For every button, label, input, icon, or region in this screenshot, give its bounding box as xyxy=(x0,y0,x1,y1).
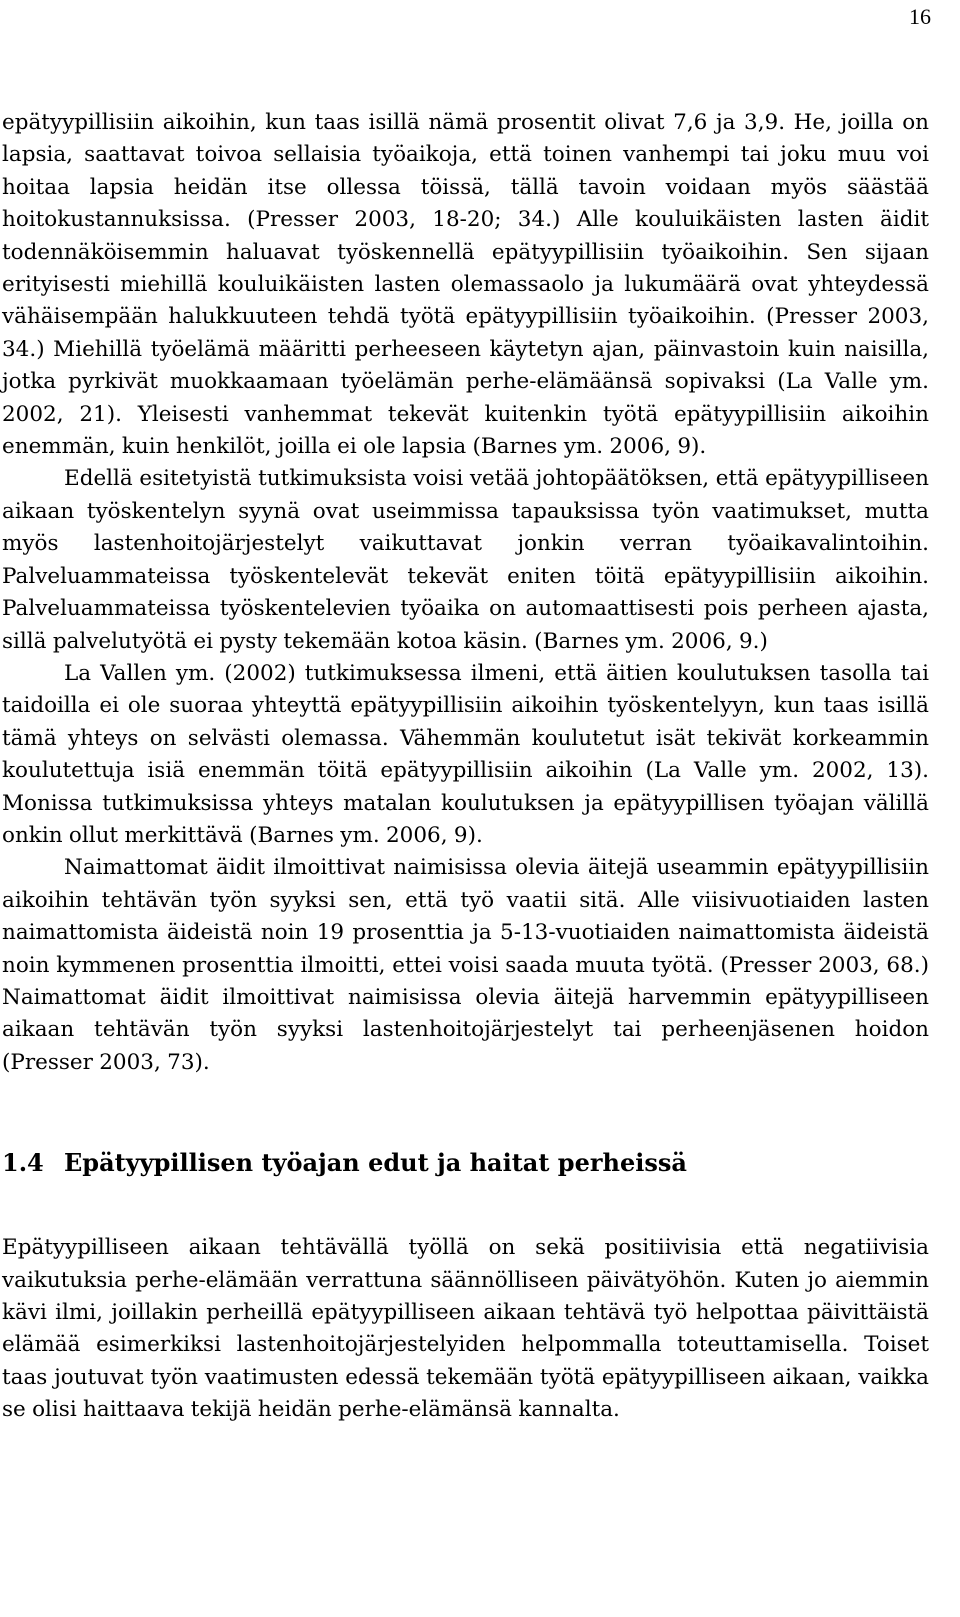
paragraph-4: Naimattomat äidit ilmoittivat naimisissa olevia äitejä useammin epätyypillisiin aikoihin tehtävän työn syyksi sen, että työ vaatii sitä. Alle viisivuotiaiden lasten naimattomista äideistä noin 19 prosenttia ja 5-13-vuotiaiden naimattomista äideistä noin kymmenen prosenttia ilmoitti, ettei voisi saada muuta työtä. (Presser 2003, 68.) Naimattomat äidit ilmoittivat naimisissa olevia äitejä harvemmin epätyypilliseen aikaan tehtävän työn syyksi lastenhoitojärjestelyt tai perheenjäsenen hoidon (Presser 2003, 73). xyxy=(2,855,929,1075)
section-number: 1.4 xyxy=(2,1148,44,1178)
section-heading xyxy=(2,1147,929,1179)
section-title: Epätyypillisen työajan edut ja haitat perheissä xyxy=(64,1148,687,1178)
page-number: 16 xyxy=(909,4,931,29)
paragraph-1: epätyypillisiin aikoihin, kun taas isillä nämä prosentit olivat 7,6 ja 3,9. He, joilla on lapsia, saattavat toivoa sellaisia työaikoja, että toinen vanhempi tai joku muu voi hoitaa lapsia heidän itse ollessa töissä, tällä tavoin voidaan myös säästää hoitokustannuksissa. (Presser 2003, 18-20; 34.) Alle kouluikäisten lasten äidit todennäköisemmin haluavat työskennellä epätyypillisiin työaikoihin. Sen sijaan erityisesti miehillä kouluikäisten lasten olemassaolo ja lukumäärä ovat yhteydessä vähäisempään halukkuuteen tehdä työtä epätyypillisiin työaikoihin. (Presser 2003, 34.) Miehillä työelämä määritti perheeseen käytetyn ajan, päinvastoin kuin naisilla, jotka pyrkivät muokkaamaan työelämän perhe-elämäänsä sopivaksi (La Valle ym. 2002, 21). Yleisesti vanhemmat tekevät kuitenkin työtä epätyypillisiin aikoihin enemmän, kuin henkilöt, joilla ei ole lapsia (Barnes ym. 2006, 9). xyxy=(2,110,929,460)
paragraph-5: Epätyypilliseen aikaan tehtävällä työllä on sekä positiivisia että negatiivisia vaikutuksia perhe-elämään verrattuna säännölliseen päivätyöhön. Kuten jo aiemmin kävi ilmi, joillakin perheillä epätyypilliseen aikaan tehtävä työ helpottaa päivittäistä elämää esimerkiksi lastenhoitojärjestelyiden helpommalla toteuttamisella. Toiset taas joutuvat työn vaatimusten edessä tekemään työtä epätyypilliseen aikaan, vaikka se olisi haittaava tekijä heidän perhe-elämänsä kannalta. xyxy=(2,1235,929,1423)
document-body xyxy=(2,107,929,1427)
paragraph-2: Edellä esitetyistä tutkimuksista voisi vetää johtopäätöksen, että epätyypilliseen aikaan työskentelyn syynä ovat useimmissa tapauksissa työn vaatimukset, mutta myös lastenhoitojärjestelyt vaikuttavat jonkin verran työaikavalintoihin. Palveluammateissa työskentelevät tekevät eniten töitä epätyypillisiin aikoihin. Palveluammateissa työskentelevien työaika on automaattisesti pois perheen ajasta, sillä palvelutyötä ei pysty tekemään kotoa käsin. (Barnes ym. 2006, 9.) xyxy=(2,466,929,654)
paragraph-3: La Vallen ym. (2002) tutkimuksessa ilmeni, että äitien koulutuksen tasolla tai taidoilla ei ole suoraa yhteyttä epätyypillisiin aikoihin työskentelyyn, kun taas isillä tämä yhteys on selvästi olemassa. Vähemmän koulutetut isät tekivät korkeammin koulutettuja isiä enemmän töitä epätyypillisiin aikoihin (La Valle ym. 2002, 13). Monissa tutkimuksissa yhteys matalan koulutuksen ja epätyypillisen työajan välillä onkin ollut merkittävä (Barnes ym. 2006, 9). xyxy=(2,660,929,848)
section-body xyxy=(2,1232,929,1426)
